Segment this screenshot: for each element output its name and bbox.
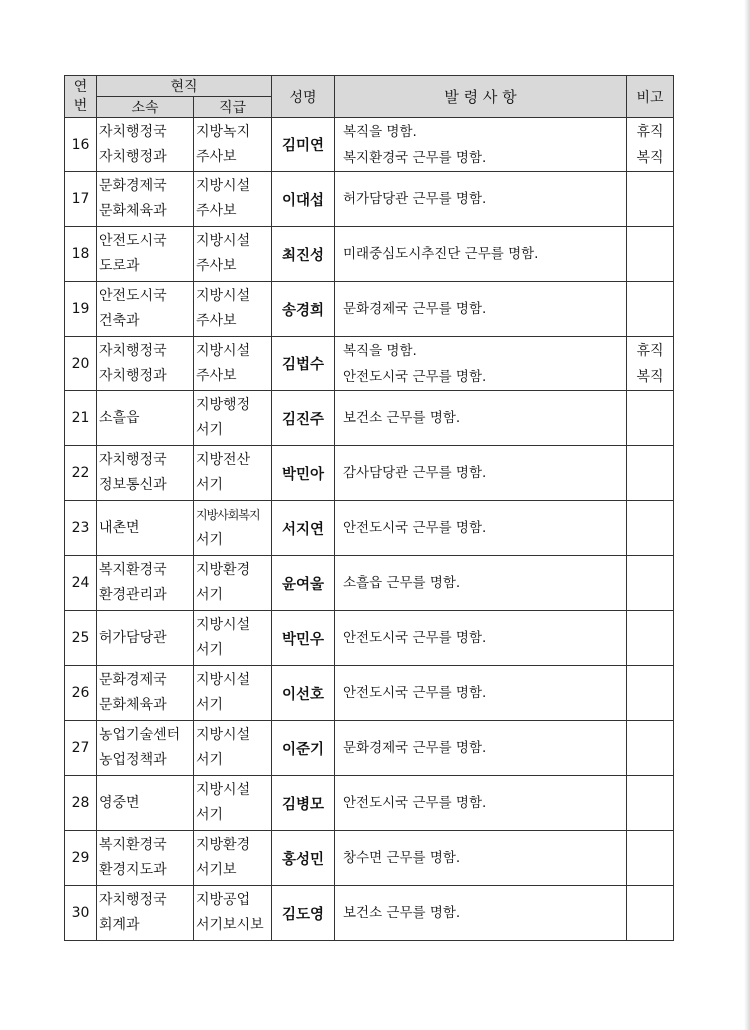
row-person-name: 김미연	[272, 118, 335, 172]
row-person-name: 김진주	[272, 391, 335, 446]
row-serial-number: 26	[65, 666, 97, 721]
row-serial-number: 23	[65, 501, 97, 556]
row-rank	[194, 227, 272, 282]
row-serial-number: 20	[65, 337, 97, 391]
row-serial-number: 16	[65, 118, 97, 172]
row-affiliation	[97, 227, 194, 282]
rank-line: 서기	[196, 477, 224, 493]
affiliation-line: 환경관리과	[99, 587, 167, 603]
table-row	[65, 776, 674, 831]
header-affiliation: 소속	[97, 97, 194, 118]
header-serial-number	[65, 76, 97, 118]
order-line: 안전도시국 근무를 명함.	[343, 630, 487, 646]
rank-line: 지방사회복지	[196, 508, 260, 522]
row-rank	[194, 282, 272, 337]
row-affiliation	[97, 721, 194, 776]
table-row	[65, 391, 674, 446]
affiliation-line: 자치행정국	[99, 342, 167, 359]
row-rank	[194, 337, 272, 391]
affiliation-line: 허가담당관	[99, 630, 167, 646]
row-rank	[194, 391, 272, 446]
rank-line: 지방시설	[196, 233, 251, 249]
table-row	[65, 501, 674, 556]
affiliation-line: 자치행정국	[99, 452, 167, 468]
row-appointment-order	[335, 227, 627, 282]
rank-line: 서기보	[196, 862, 237, 878]
row-remark	[627, 118, 674, 172]
header-name: 성명	[272, 76, 335, 118]
rank-line: 지방공업	[196, 892, 251, 908]
rank-line: 주사보	[196, 313, 237, 329]
affiliation-line: 건축과	[99, 313, 140, 329]
rank-line: 서기	[196, 422, 224, 438]
order-line: 안전도시국 근무를 명함.	[343, 795, 487, 811]
order-line: 감사담당관 근무를 명함.	[343, 465, 487, 481]
order-line: 안전도시국 근무를 명함.	[343, 520, 487, 536]
rank-line: 지방시설	[196, 342, 251, 359]
affiliation-line: 소흘읍	[99, 410, 140, 426]
row-remark	[627, 611, 674, 666]
row-rank	[194, 611, 272, 666]
table-row	[65, 118, 674, 172]
row-remark	[627, 227, 674, 282]
order-line: 보건소 근무를 명함.	[343, 905, 461, 921]
row-rank	[194, 172, 272, 227]
rank-line: 지방환경	[196, 562, 251, 578]
row-person-name: 김법수	[272, 337, 335, 391]
row-serial-number: 18	[65, 227, 97, 282]
header-remark: 비고	[627, 76, 674, 118]
order-line: 미래중심도시추진단 근무를 명함.	[343, 246, 539, 262]
row-appointment-order	[335, 391, 627, 446]
affiliation-line: 정보통신과	[99, 477, 167, 493]
row-remark	[627, 776, 674, 831]
row-serial-number: 25	[65, 611, 97, 666]
row-serial-number: 29	[65, 831, 97, 886]
row-affiliation	[97, 337, 194, 391]
row-appointment-order	[335, 721, 627, 776]
personnel-order-table	[64, 75, 674, 941]
row-appointment-order	[335, 611, 627, 666]
row-person-name: 이대섭	[272, 172, 335, 227]
row-serial-number: 24	[65, 556, 97, 611]
table-row	[65, 611, 674, 666]
order-line: 허가담당관 근무를 명함.	[343, 191, 487, 207]
rank-line: 지방시설	[196, 178, 251, 194]
row-rank	[194, 886, 272, 941]
row-person-name: 박민아	[272, 446, 335, 501]
page-edge-shadow	[744, 0, 750, 1030]
table-row	[65, 337, 674, 391]
row-remark	[627, 886, 674, 941]
rank-line: 주사보	[196, 203, 237, 219]
table-row	[65, 721, 674, 776]
row-remark	[627, 172, 674, 227]
order-line: 복직을 명함.	[343, 342, 417, 359]
order-line: 소흘읍 근무를 명함.	[343, 575, 461, 591]
row-person-name: 송경희	[272, 282, 335, 337]
row-remark	[627, 501, 674, 556]
table-row	[65, 282, 674, 337]
row-appointment-order	[335, 776, 627, 831]
affiliation-line: 안전도시국	[99, 233, 167, 249]
row-appointment-order	[335, 666, 627, 721]
row-serial-number: 28	[65, 776, 97, 831]
order-line: 복직을 명함.	[343, 123, 417, 140]
row-appointment-order	[335, 501, 627, 556]
row-rank	[194, 556, 272, 611]
row-affiliation	[97, 611, 194, 666]
row-affiliation	[97, 886, 194, 941]
rank-line: 지방시설	[196, 672, 251, 688]
rank-line: 지방녹지	[196, 123, 251, 140]
row-appointment-order	[335, 446, 627, 501]
affiliation-line: 안전도시국	[99, 288, 167, 304]
row-affiliation	[97, 391, 194, 446]
table-row	[65, 886, 674, 941]
row-affiliation	[97, 776, 194, 831]
table-row	[65, 227, 674, 282]
row-remark	[627, 666, 674, 721]
order-line: 보건소 근무를 명함.	[343, 410, 461, 426]
row-remark	[627, 282, 674, 337]
header-current-position: 현직	[97, 76, 272, 97]
row-rank	[194, 118, 272, 172]
row-serial-number: 21	[65, 391, 97, 446]
order-line: 문화경제국 근무를 명함.	[343, 301, 487, 317]
affiliation-line: 농업정책과	[99, 752, 167, 768]
rank-line: 서기	[196, 642, 224, 658]
row-rank	[194, 501, 272, 556]
row-affiliation	[97, 118, 194, 172]
affiliation-line: 복지환경국	[99, 562, 167, 578]
row-affiliation	[97, 501, 194, 556]
row-serial-number: 27	[65, 721, 97, 776]
affiliation-line: 도로과	[99, 258, 140, 274]
affiliation-line: 문화체육과	[99, 203, 167, 219]
affiliation-line: 문화경제국	[99, 178, 167, 194]
affiliation-line: 회계과	[99, 917, 140, 933]
affiliation-line: 자치행정과	[99, 148, 167, 165]
table-row	[65, 666, 674, 721]
row-serial-number: 30	[65, 886, 97, 941]
rank-line: 지방전산	[196, 452, 251, 468]
rank-line: 서기보시보	[196, 917, 264, 933]
row-remark	[627, 721, 674, 776]
affiliation-line: 자치행정과	[99, 367, 167, 384]
row-appointment-order	[335, 172, 627, 227]
row-affiliation	[97, 831, 194, 886]
affiliation-line: 자치행정국	[99, 123, 167, 140]
rank-line: 주사보	[196, 148, 237, 165]
table-row	[65, 556, 674, 611]
row-person-name: 김도영	[272, 886, 335, 941]
affiliation-line: 환경지도과	[99, 862, 167, 878]
header-serial-line2: 번	[73, 97, 88, 114]
row-serial-number: 19	[65, 282, 97, 337]
rank-line: 지방시설	[196, 782, 251, 798]
table-row	[65, 172, 674, 227]
row-person-name: 홍성민	[272, 831, 335, 886]
rank-line: 지방시설	[196, 288, 251, 304]
row-serial-number: 17	[65, 172, 97, 227]
table-row	[65, 831, 674, 886]
order-line: 복지환경국 근무를 명함.	[343, 149, 487, 166]
row-person-name: 이선호	[272, 666, 335, 721]
rank-line: 주사보	[196, 367, 237, 384]
rank-line: 서기	[196, 532, 224, 548]
row-appointment-order	[335, 831, 627, 886]
row-remark	[627, 831, 674, 886]
row-rank	[194, 721, 272, 776]
row-rank	[194, 446, 272, 501]
rank-line: 서기	[196, 807, 224, 823]
affiliation-line: 문화경제국	[99, 672, 167, 688]
row-person-name: 서지연	[272, 501, 335, 556]
rank-line: 서기	[196, 587, 224, 603]
row-appointment-order	[335, 282, 627, 337]
row-serial-number: 22	[65, 446, 97, 501]
rank-line: 지방시설	[196, 727, 251, 743]
rank-line: 지방행정	[196, 397, 251, 413]
remark-line: 복직	[636, 368, 664, 385]
row-affiliation	[97, 666, 194, 721]
row-affiliation	[97, 282, 194, 337]
table-body	[65, 118, 674, 941]
rank-line: 서기	[196, 752, 224, 768]
affiliation-line: 문화체육과	[99, 697, 167, 713]
table-row	[65, 446, 674, 501]
affiliation-line: 농업기술센터	[99, 727, 181, 743]
affiliation-line: 복지환경국	[99, 837, 167, 853]
header-rank: 직급	[194, 97, 272, 118]
remark-line: 휴직	[636, 342, 664, 359]
row-appointment-order	[335, 337, 627, 391]
row-person-name: 박민우	[272, 611, 335, 666]
affiliation-line: 내촌면	[99, 520, 140, 536]
rank-line: 주사보	[196, 258, 237, 274]
order-line: 창수면 근무를 명함.	[343, 850, 461, 866]
row-person-name: 윤여울	[272, 556, 335, 611]
row-remark	[627, 446, 674, 501]
row-remark	[627, 391, 674, 446]
row-rank	[194, 776, 272, 831]
row-appointment-order	[335, 556, 627, 611]
remark-line: 휴직	[636, 123, 664, 140]
order-line: 문화경제국 근무를 명함.	[343, 740, 487, 756]
order-line: 안전도시국 근무를 명함.	[343, 685, 487, 701]
row-person-name: 최진성	[272, 227, 335, 282]
row-appointment-order	[335, 118, 627, 172]
row-appointment-order	[335, 886, 627, 941]
header-appointment-order: 발 령 사 항	[335, 76, 627, 118]
row-affiliation	[97, 446, 194, 501]
row-affiliation	[97, 556, 194, 611]
row-remark	[627, 337, 674, 391]
row-rank	[194, 831, 272, 886]
order-line: 안전도시국 근무를 명함.	[343, 368, 487, 385]
row-person-name: 이준기	[272, 721, 335, 776]
row-affiliation	[97, 172, 194, 227]
remark-line: 복직	[636, 149, 664, 166]
rank-line: 지방시설	[196, 617, 251, 633]
row-person-name: 김병모	[272, 776, 335, 831]
rank-line: 서기	[196, 697, 224, 713]
affiliation-line: 영중면	[99, 795, 140, 811]
row-rank	[194, 666, 272, 721]
header-serial-line1: 연	[73, 78, 88, 95]
affiliation-line: 자치행정국	[99, 892, 167, 908]
row-remark	[627, 556, 674, 611]
rank-line: 지방환경	[196, 837, 251, 853]
